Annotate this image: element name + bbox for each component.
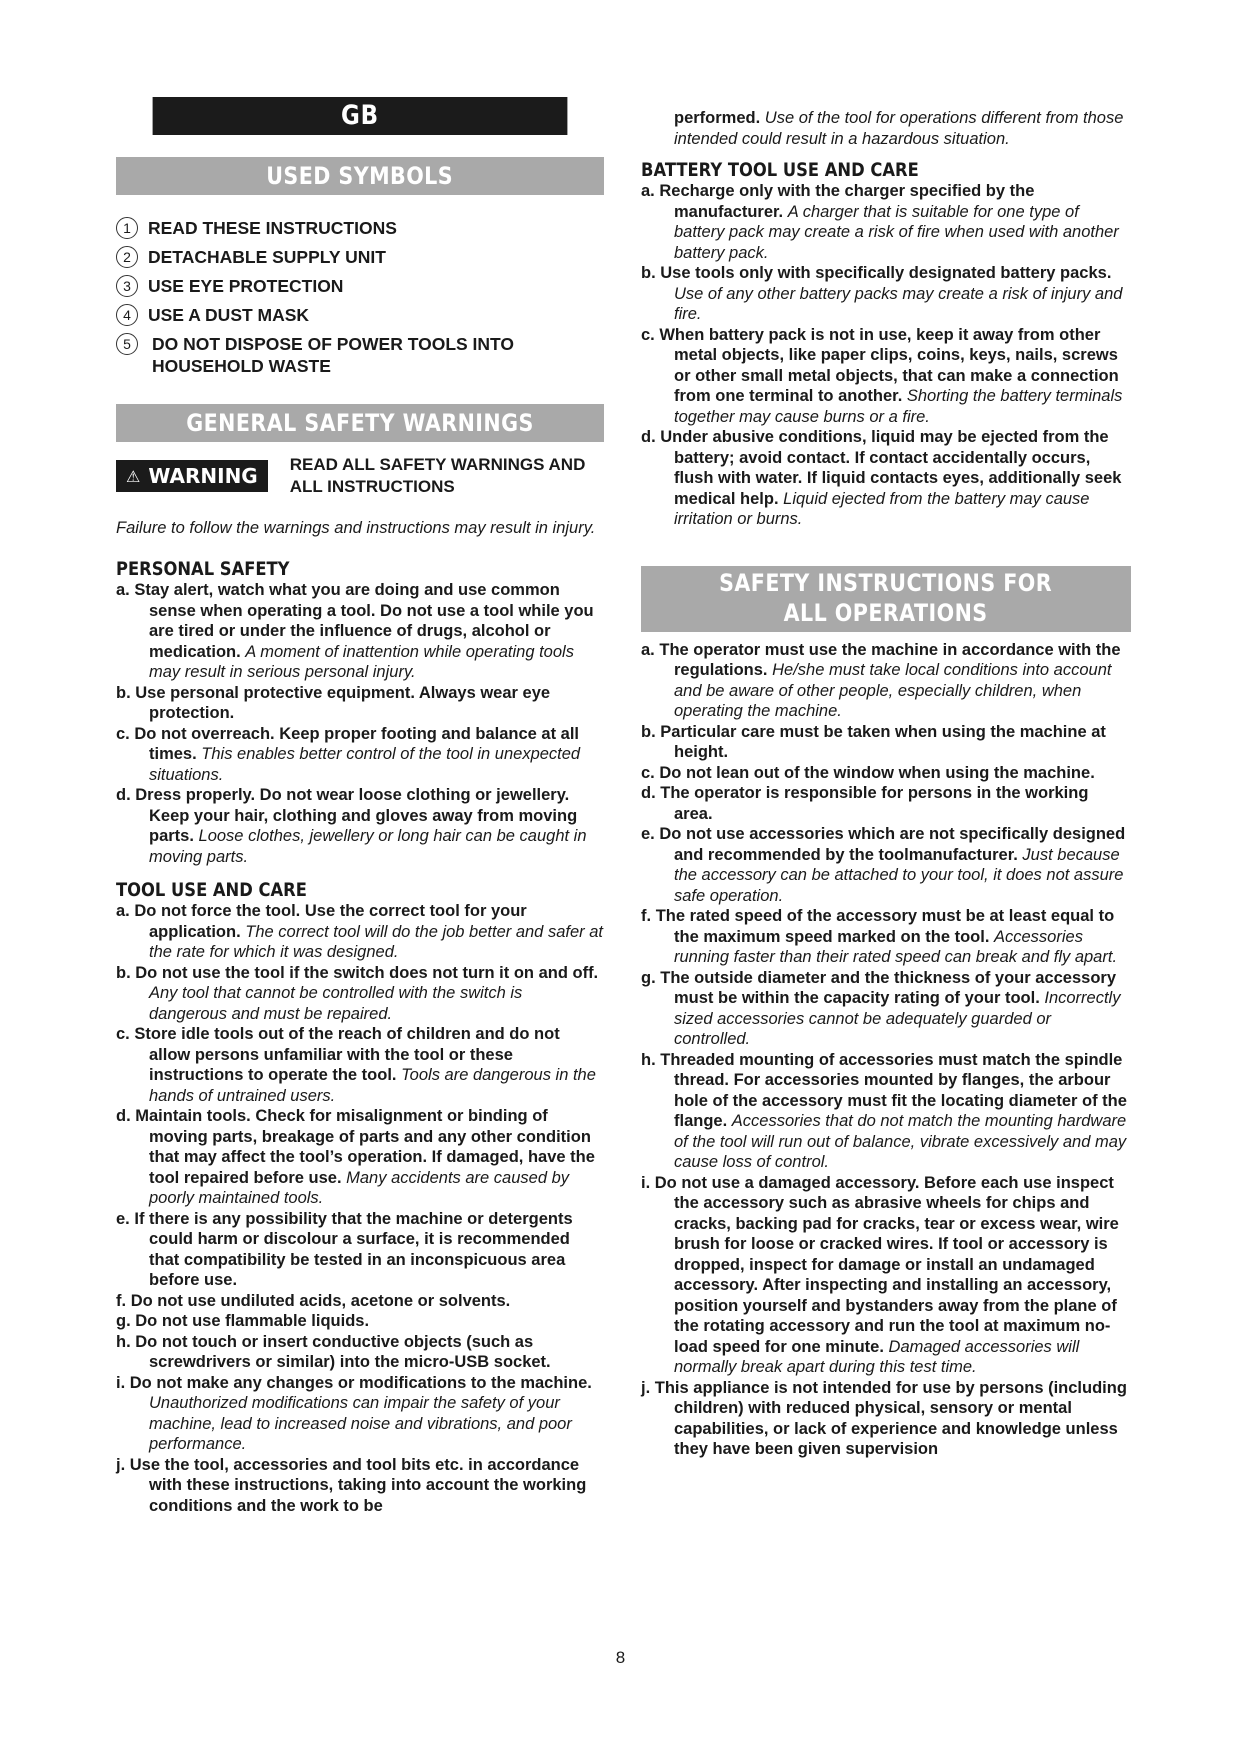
list-item: c. When battery pack is not in use, keep it away from other metal objects, like paper clips, coins, keys, nails, screws or other small metal objects, that can make a connection from one terminal to another. Shorting the battery terminals together may cause burns or a fire. <box>641 325 1123 426</box>
list-item: e. If there is any possibility that the machine or detergents could harm or discolour a surface, it is recommended that compatibility be tested in an inconspicuous area before use. <box>116 1209 573 1289</box>
warning-text: READ ALL SAFETY WARNINGS AND ALL INSTRUCTIONS <box>289 455 586 496</box>
symbol-item: 4 USE A DUST MASK <box>116 304 604 326</box>
list-item: i. Do not use a damaged accessory. Before each use inspect the accessory such as abrasive wheels for chips and cracks, backing pad for cracks, tear or excess wear, wire brush for loose or cracked wires. If tool or accessory is dropped, inspect for damage or install an undamaged accessory. After inspecting and installing an accessory, position yourself and bystanders away from the plane of the rotating accessory and run the tool at maximum no-load speed for one minute. Damaged accessories will normally break apart during this test time. <box>641 1173 1119 1376</box>
page-number: 8 <box>615 1648 626 1667</box>
list-item: d. Dress properly. Do not wear loose clothing or jewellery. Keep your hair, clothing and gloves away from moving parts. Loose clothes, jewellery or long hair can be caught in moving parts. <box>116 786 587 866</box>
safety-all-ops-list <box>641 640 1131 1460</box>
list-item: g. The outside diameter and the thickness of your accessory must be within the capacity rating of your tool. Incorrectly sized accessories cannot be adequately guarded or controlled. <box>641 968 1121 1048</box>
list-item: j. Use the tool, accessories and tool bits etc. in accordance with these instructions, taking into account the working conditions and the work to be <box>116 1455 587 1515</box>
number-3-icon: 3 <box>116 275 138 297</box>
list-item: j. This appliance is not intended for use by persons (including children) with reduced physical, sensory or mental capabilities, or lack of experience and knowledge unless they have been given supervision <box>641 1378 1127 1458</box>
list-item: f. Do not use undiluted acids, acetone or solvents. <box>116 1291 511 1310</box>
list-item: b. Do not use the tool if the switch does not turn it on and off. Any tool that cannot be controlled with the switch is dangerous and must be repaired. <box>116 963 599 1023</box>
symbol-item: 1 READ THESE INSTRUCTIONS <box>116 217 604 239</box>
list-item: c. Do not lean out of the window when using the machine. <box>641 763 1095 782</box>
symbol-item: 3 USE EYE PROTECTION <box>116 275 604 297</box>
number-1-icon: 1 <box>116 217 138 239</box>
battery-heading: BATTERY TOOL USE AND CARE <box>641 159 919 181</box>
language-bar: GB <box>153 97 568 135</box>
list-item: b. Use personal protective equipment. Always wear eye protection. <box>116 683 551 722</box>
list-item: h. Threaded mounting of accessories must match the spindle thread. For accessories mounted by flanges, the arbour hole of the accessory must fit the locating diameter of the flange. Accessories that do not match the mounting hardware of the tool will run out of balance, vibrate excessively and may cause loss of control. <box>641 1050 1127 1171</box>
right-column <box>641 108 1131 1460</box>
list-item: b. Use tools only with specifically designated battery packs. Use of any other battery packs may create a risk of injury and fire. <box>641 264 1123 323</box>
number-4-icon: 4 <box>116 304 138 326</box>
tool-use-heading: TOOL USE AND CARE <box>116 879 307 901</box>
tool-use-list <box>116 901 604 1516</box>
personal-safety-list <box>116 580 604 867</box>
number-2-icon: 2 <box>116 246 138 268</box>
list-item: a. The operator must use the machine in accordance with the regulations. He/she must take local conditions into account and be aware of other people, especially children, when operating the machine. <box>641 640 1121 720</box>
personal-safety-heading: PERSONAL SAFETY <box>116 558 290 580</box>
list-item: c. Store idle tools out of the reach of children and do not allow persons unfamiliar with the tool or these instructions to operate the tool. Tools are dangerous in the hands of untrained users. <box>116 1025 596 1105</box>
symbols-list <box>116 217 604 377</box>
list-item: e. Do not use accessories which are not specifically designed and recommended by the toolmanufacturer. Just because the accessory can be attached to your tool, it does not assure safe operation. <box>641 825 1126 905</box>
list-item: a. Stay alert, watch what you are doing and use common sense when operating a tool. Do not use a tool while you are tired or under the influence of drugs, alcohol or medication. A moment of inattention while operating tools may result in serious personal injury. <box>116 581 594 681</box>
symbol-item: 2 DETACHABLE SUPPLY UNIT <box>116 246 604 268</box>
safety-all-ops-header: SAFETY INSTRUCTIONS FOR ALL OPERATIONS <box>641 566 1131 632</box>
battery-list <box>641 181 1131 530</box>
continued-text: performed. Use of the tool for operations different from those intended could result in a hazardous situation. <box>674 109 1124 148</box>
left-column <box>116 97 604 1516</box>
list-item: f. The rated speed of the accessory must be at least equal to the maximum speed marked on the tool. Accessories running faster than their rated speed can break and fly apart. <box>641 907 1118 966</box>
list-item: a. Recharge only with the charger specified by the manufacturer. A charger that is suitable for one type of battery pack may create a risk of fire when used with another battery pack. <box>641 182 1119 262</box>
list-item: d. Under abusive conditions, liquid may be ejected from the battery; avoid contact. If contact accidentally occurs, flush with water. If liquid contacts eyes, additionally seek medical help. Liquid ejected from the battery may cause irritation or burns. <box>641 428 1122 528</box>
warning-triangle-icon: ⚠ <box>126 466 141 486</box>
warning-row <box>116 454 604 498</box>
list-item: g. Do not use flammable liquids. <box>116 1312 370 1330</box>
list-item: i. Do not make any changes or modifications to the machine. Unauthorized modifications can impair the safety of your machine, lead to increased noise and vibrations, and poor performance. <box>116 1373 592 1453</box>
list-item: d. The operator is responsible for persons in the working area. <box>641 784 1089 823</box>
number-5-icon: 5 <box>116 333 138 355</box>
general-safety-header: GENERAL SAFETY WARNINGS <box>116 404 604 442</box>
used-symbols-header: USED SYMBOLS <box>116 157 604 195</box>
failure-note: Failure to follow the warnings and instructions may result in injury. <box>116 519 596 537</box>
list-item: a. Do not force the tool. Use the correct tool for your application. The correct tool will do the job better and safer at the rate for which it was designed. <box>116 902 603 961</box>
symbol-item: 5 DO NOT DISPOSE OF POWER TOOLS INTO HOUSEHOLD WASTE <box>116 333 604 377</box>
warning-badge: ⚠ WARNING <box>116 460 268 492</box>
list-item: d. Maintain tools. Check for misalignment or binding of moving parts, breakage of parts and any other condition that may affect the tool’s operation. If damaged, have the tool repaired before use. Many accidents are caused by poorly maintained tools. <box>116 1107 595 1207</box>
list-item: b. Particular care must be taken when using the machine at height. <box>641 722 1106 761</box>
list-item: c. Do not overreach. Keep proper footing and balance at all times. This enables better control of the tool in unexpected situations. <box>116 724 581 784</box>
list-item: h. Do not touch or insert conductive objects (such as screwdrivers or similar) into the micro-USB socket. <box>116 1332 551 1371</box>
